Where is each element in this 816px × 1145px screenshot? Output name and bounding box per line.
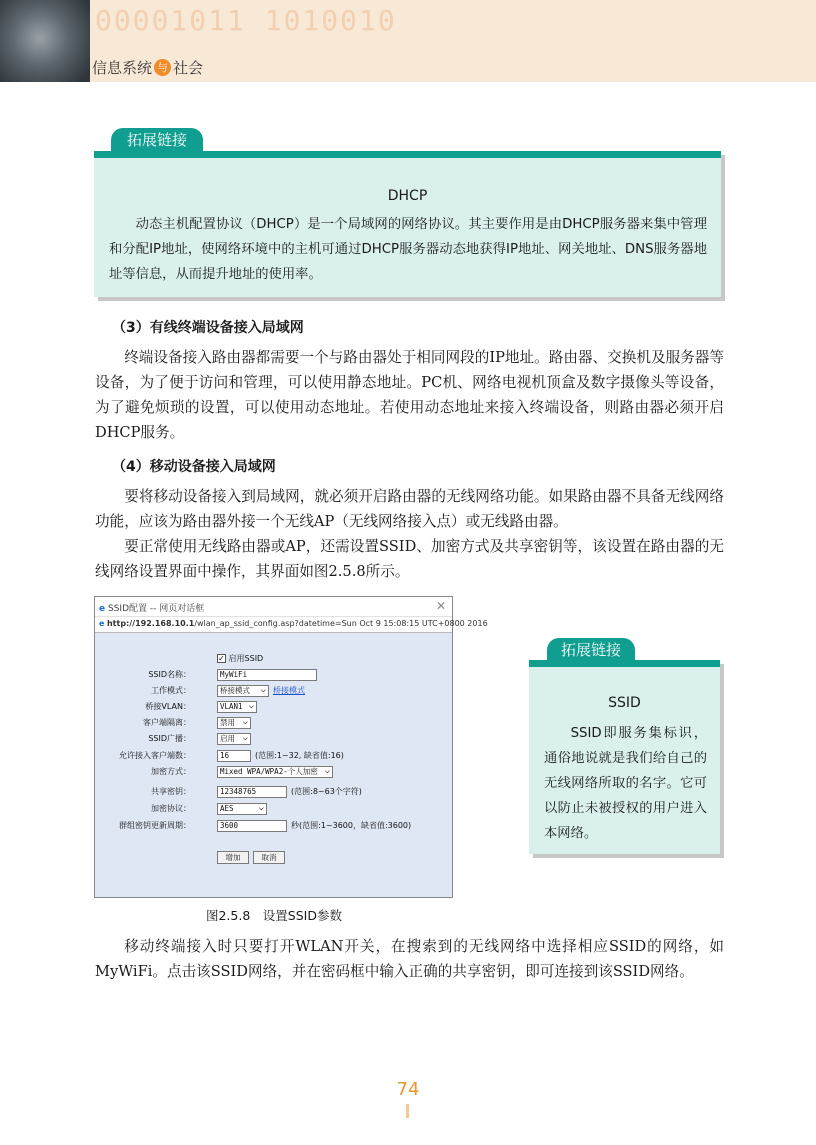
page-header [0,0,816,82]
section-4-paragraph-1: 要将移动设备接入到局域网，就必须开启路由器的无线网络功能。如果路由器不具备无线网络功能，应该为路由器外接一个无线AP（无线网络接入点）或无线路由器。 [95,488,724,530]
enable-ssid-row [217,653,263,664]
ssid-config-dialog [94,596,488,898]
add-button[interactable]: 增加 [217,851,249,864]
ie-icon: e [99,619,105,628]
ext-box-2-tab: 拓展链接 [547,638,635,662]
encryption-label: 加密方式： [151,767,191,776]
series-title-a: 信息系统 [92,59,153,77]
page-number-bar [406,1104,409,1118]
max-clients-hint: (范围:1~32, 缺省值:16) [255,751,344,760]
header-binary-digits: 00001011 1010010 [95,4,397,37]
client-isolation-select[interactable]: 禁用 ⌵ [217,717,251,729]
shared-key-input[interactable]: 12348765 [217,786,287,798]
figure-caption: 图2.5.8 设置SSID参数 [206,908,342,923]
ssid-broadcast-select[interactable]: 启用 ⌵ [217,733,251,745]
max-clients-label: 允许接入客户端数： [119,751,191,760]
group-rekey-label: 群组密钥更新周期： [119,821,191,830]
dialog-form [95,633,452,897]
enable-ssid-label: 启用SSID [228,654,264,663]
shared-key-hint: (范围:8~63个字符) [291,787,362,796]
ext-box-dhcp [94,151,721,297]
work-mode-link[interactable]: 桥接模式 [273,686,305,695]
url-path: /wlan_ap_ssid_config.asp?datetime=Sun Oct 9 15:08:15 UTC+0800 2016 [194,619,488,628]
ext-box-1-body: 动态主机配置协议（DHCP）是一个局域网的网络协议。其主要作用是由DHCP服务器来集中管理和分配IP地址，使网络环境中的主机可通过DHCP服务器动态地获得IP地址、网关地址、DNS服务器地址等信息，从而提升地址的使用率。 [109,217,707,282]
url-host: http://192.168.10.1 [106,619,195,628]
ssid-broadcast-label: SSID广播： [148,734,191,743]
bridge-vlan-label: 桥接VLAN： [145,702,191,711]
dialog-title: SSID配置 -- 网页对话框 [107,604,205,614]
ie-icon: e [99,604,106,614]
series-title [92,57,203,78]
max-clients-input[interactable]: 16 [217,750,251,762]
series-title-connector: 与 [154,59,171,76]
ext-box-2-body: SSID即服务集标识，通俗地说就是我们给自己的无线网络所取的名字。它可以防止未被授权的用户进入本网络。 [544,726,707,841]
ssid-name-input[interactable]: MyWiFi [217,669,317,681]
shared-key-label: 共享密钥： [151,787,191,796]
dialog-titlebar [95,597,452,617]
client-isolation-label: 客户端隔离： [143,718,191,727]
encrypt-protocol-label: 加密协议： [151,804,191,813]
ext-box-1-title: DHCP [387,188,428,204]
bridge-vlan-select[interactable]: VLAN1 ⌵ [217,701,257,713]
section-3-paragraph: 终端设备接入路由器都需要一个与路由器处于相同网段的IP地址。路由器、交换机及服务器等设备，为了便于访问和管理，可以使用静态地址。PC机、网络电视机顶盒及数字摄像头等设备，为了避免烦琐的设置，可以使用动态地址。若使用动态地址来接入终端设备，则路由器必须开启DHCP服务。 [95,349,724,441]
ext-box-1-tab: 拓展链接 [111,128,203,153]
group-rekey-input[interactable]: 3600 [217,820,287,832]
ext-box-2-title: SSID [608,695,641,711]
header-gear-image [0,0,90,82]
close-icon[interactable]: ✕ [435,599,446,613]
cancel-button[interactable]: 取消 [253,851,285,864]
final-paragraph: 移动终端接入时只要打开WLAN开关，在搜索到的无线网络中选择相应SSID的网络，如MyWiFi。点击该SSID网络，并在密码框中输入正确的共享密钥，即可连接到该SSID网络。 [95,938,724,980]
work-mode-label: 工作模式： [151,686,191,695]
ext-box-ssid [529,660,720,854]
work-mode-select[interactable]: 桥接模式 ⌵ [217,685,269,697]
encryption-select[interactable]: Mixed WPA/WPA2-个人加密 ⌵ [217,766,333,778]
enable-ssid-checkbox[interactable]: ✓ [218,654,225,663]
section-4-paragraph-2: 要正常使用无线路由器或AP，还需设置SSID、加密方式及共享密钥等，该设置在路由器的无线网络设置界面中操作，其界面如图2.5.8所示。 [95,538,724,580]
encrypt-protocol-select[interactable]: AES ⌵ [217,803,267,815]
ssid-name-label: SSID名称： [148,670,191,679]
series-title-b: 社会 [173,59,204,77]
section-3-heading: （3）有线终端设备接入局域网 [112,320,304,336]
page-number: 74 [396,1079,420,1100]
dialog-url-bar [95,617,488,633]
section-4-heading: （4）移动设备接入局域网 [112,459,276,475]
group-rekey-hint: 秒(范围:1~3600，缺省值:3600) [291,821,412,830]
